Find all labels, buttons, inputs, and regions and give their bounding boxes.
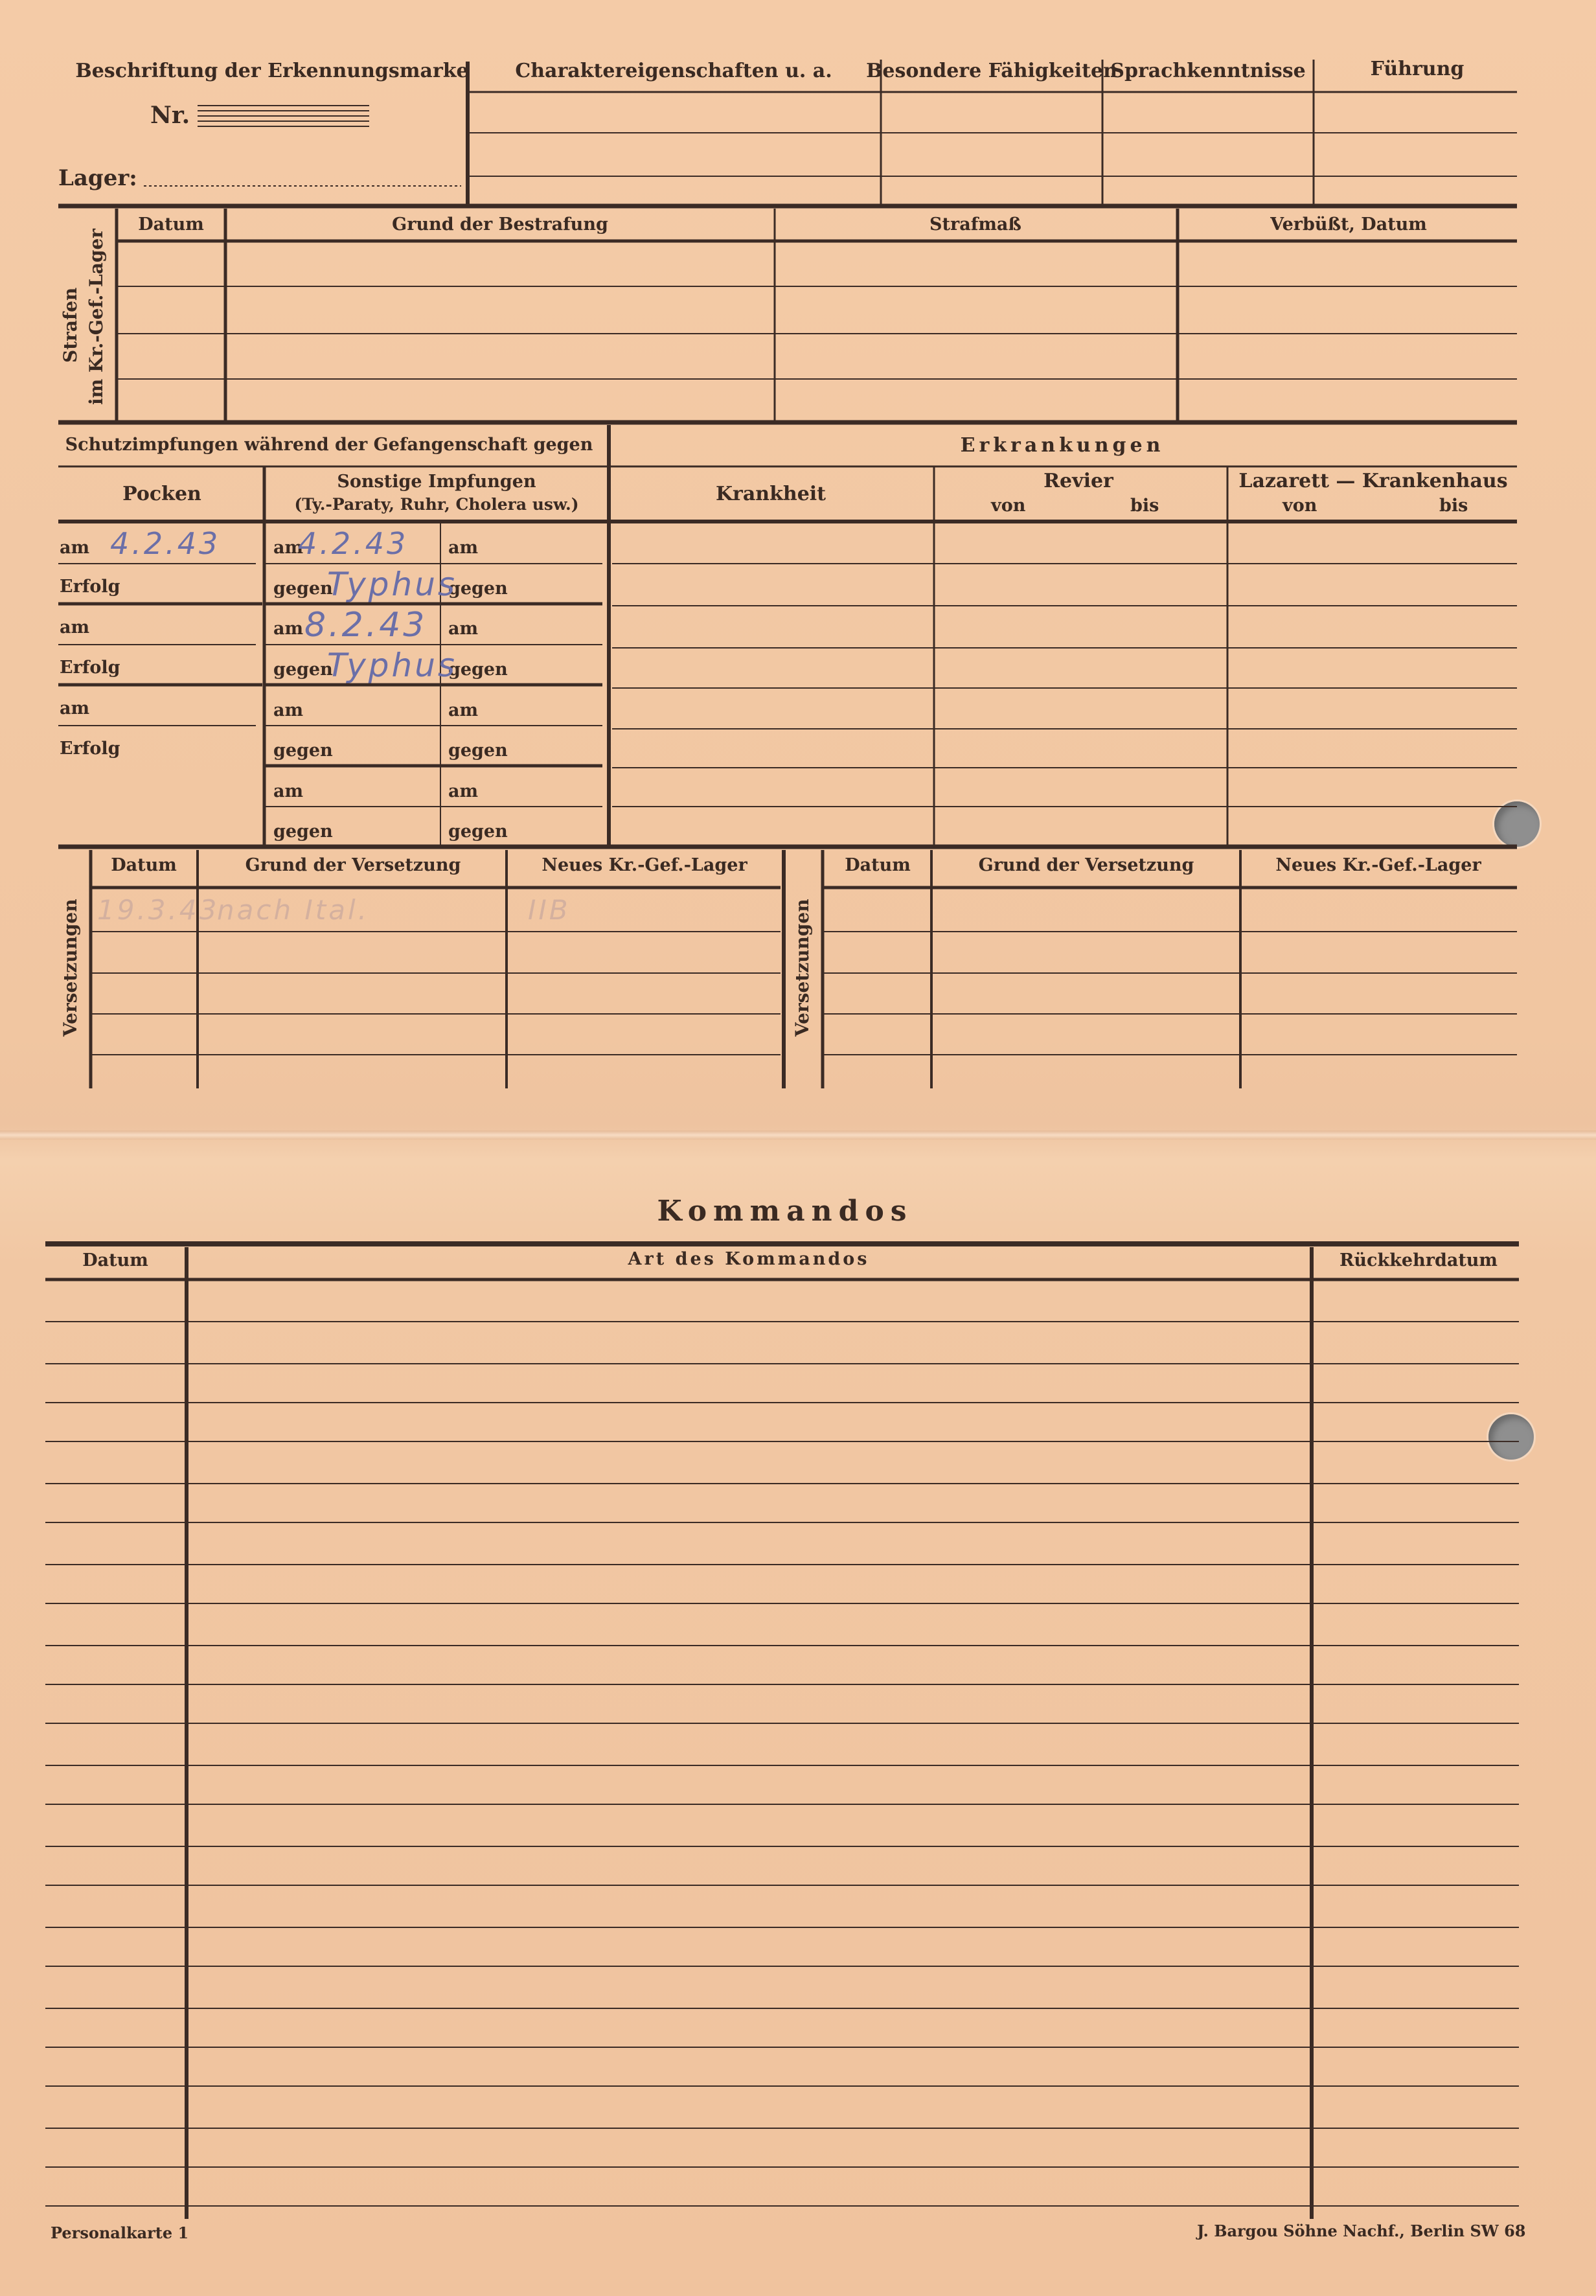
handwritten-sonstige-gegen-2: Typhus bbox=[327, 647, 457, 684]
faded-versetzung-datum: 19.3.43 bbox=[97, 894, 220, 926]
versetzung-col-datum-right: Datum bbox=[845, 855, 911, 875]
kommandos-title: Kommandos bbox=[657, 1195, 913, 1228]
versetzung-col-grund: Grund der Versetzung bbox=[245, 855, 461, 875]
sonstige-row-am: am bbox=[273, 781, 304, 801]
revier-bis: bis bbox=[1130, 496, 1159, 516]
sonstige-row-gegen-2: gegen bbox=[448, 579, 508, 599]
sonstige-row-gegen: gegen bbox=[273, 579, 333, 599]
charakter-header: Charaktereigenschaften u. a. bbox=[515, 60, 832, 82]
handwritten-sonstige-gegen-1: Typhus bbox=[327, 566, 457, 603]
versetzung-col-grund-right: Grund der Versetzung bbox=[978, 855, 1194, 875]
sprachen-header: Sprachkenntnisse bbox=[1110, 60, 1306, 82]
nr-label: Nr. bbox=[150, 102, 190, 129]
versetzung-col-lager: Neues Kr.-Gef.-Lager bbox=[542, 855, 747, 875]
strafen-col-verbuesst: Verbüßt, Datum bbox=[1270, 214, 1427, 235]
sonstige-row-gegen-2: gegen bbox=[448, 740, 508, 761]
faded-versetzung-grund: nach Ital. bbox=[217, 894, 370, 926]
sonstige-header: Sonstige Impfungen bbox=[337, 472, 536, 492]
pocken-row-am: am bbox=[60, 698, 90, 718]
kommandos-col-datum: Datum bbox=[82, 1250, 148, 1270]
erkrankungen-title: Erkrankungen bbox=[960, 434, 1165, 457]
strafen-col-datum: Datum bbox=[138, 214, 204, 235]
versetzungen-side-label-left: Versetzungen bbox=[60, 899, 81, 1037]
sonstige-row-am: am bbox=[273, 538, 304, 558]
handwritten-sonstige-date-1: 4.2.43 bbox=[298, 526, 409, 561]
revier-von: von bbox=[991, 496, 1026, 516]
kommandos-col-rueckkehr: Rückkehrdatum bbox=[1339, 1250, 1498, 1270]
sonstige-row-gegen: gegen bbox=[273, 740, 333, 761]
versetzung-col-lager-right: Neues Kr.-Gef.-Lager bbox=[1275, 855, 1481, 875]
sonstige-row-gegen: gegen bbox=[273, 660, 333, 680]
impfungen-title: Schutzimpfungen während der Gefangenschaft gegen bbox=[65, 435, 593, 455]
sonstige-row-am-2: am bbox=[448, 700, 479, 720]
strafen-col-grund: Grund der Bestrafung bbox=[392, 214, 608, 235]
sonstige-subheader: (Ty.-Paraty, Ruhr, Cholera usw.) bbox=[294, 495, 579, 514]
pocken-row-am: am bbox=[60, 538, 90, 558]
fuehrung-header: Führung bbox=[1370, 58, 1465, 80]
pocken-row-am: am bbox=[60, 617, 90, 637]
footer-printer: J. Bargou Söhne Nachf., Berlin SW 68 bbox=[1197, 2221, 1526, 2240]
pocken-row-erfolg: Erfolg bbox=[60, 577, 120, 597]
kommandos-col-art: Art des Kommandos bbox=[628, 1249, 870, 1269]
lazarett-bis: bis bbox=[1439, 496, 1468, 516]
strafen-side-label-2: im Kr.-Gef.-Lager bbox=[86, 228, 107, 405]
sonstige-row-am: am bbox=[273, 619, 304, 639]
handwritten-pocken-date: 4.2.43 bbox=[110, 526, 221, 561]
sonstige-row-am: am bbox=[273, 700, 304, 720]
versetzung-col-datum: Datum bbox=[111, 855, 177, 875]
faded-versetzung-lager: IIB bbox=[528, 894, 571, 926]
sonstige-row-gegen-2: gegen bbox=[448, 821, 508, 842]
lazarett-header: Lazarett — Krankenhaus bbox=[1238, 470, 1508, 492]
beschriftung-label: Beschriftung der Erkennungsmarke bbox=[75, 60, 469, 82]
sonstige-row-gegen: gegen bbox=[273, 821, 333, 842]
lager-label: Lager: bbox=[58, 165, 137, 191]
krankheit-header: Krankheit bbox=[715, 483, 826, 505]
pocken-header: Pocken bbox=[122, 483, 201, 505]
versetzungen-side-label-right: Versetzungen bbox=[792, 899, 813, 1037]
sonstige-row-am-2: am bbox=[448, 619, 479, 639]
strafen-side-label-1: Strafen bbox=[60, 287, 81, 363]
footer-form-number: Personalkarte 1 bbox=[51, 2223, 189, 2242]
strafen-col-strafmass: Strafmaß bbox=[929, 214, 1021, 235]
faehigkeiten-header: Besondere Fähigkeiten bbox=[866, 60, 1117, 82]
sonstige-row-am-2: am bbox=[448, 538, 479, 558]
sonstige-row-am-2: am bbox=[448, 781, 479, 801]
handwritten-sonstige-date-2: 8.2.43 bbox=[304, 606, 428, 645]
sonstige-row-gegen-2: gegen bbox=[448, 660, 508, 680]
pocken-row-erfolg: Erfolg bbox=[60, 658, 120, 678]
pocken-row-erfolg: Erfolg bbox=[60, 739, 120, 759]
lazarett-von: von bbox=[1282, 496, 1317, 516]
revier-header: Revier bbox=[1043, 470, 1113, 492]
